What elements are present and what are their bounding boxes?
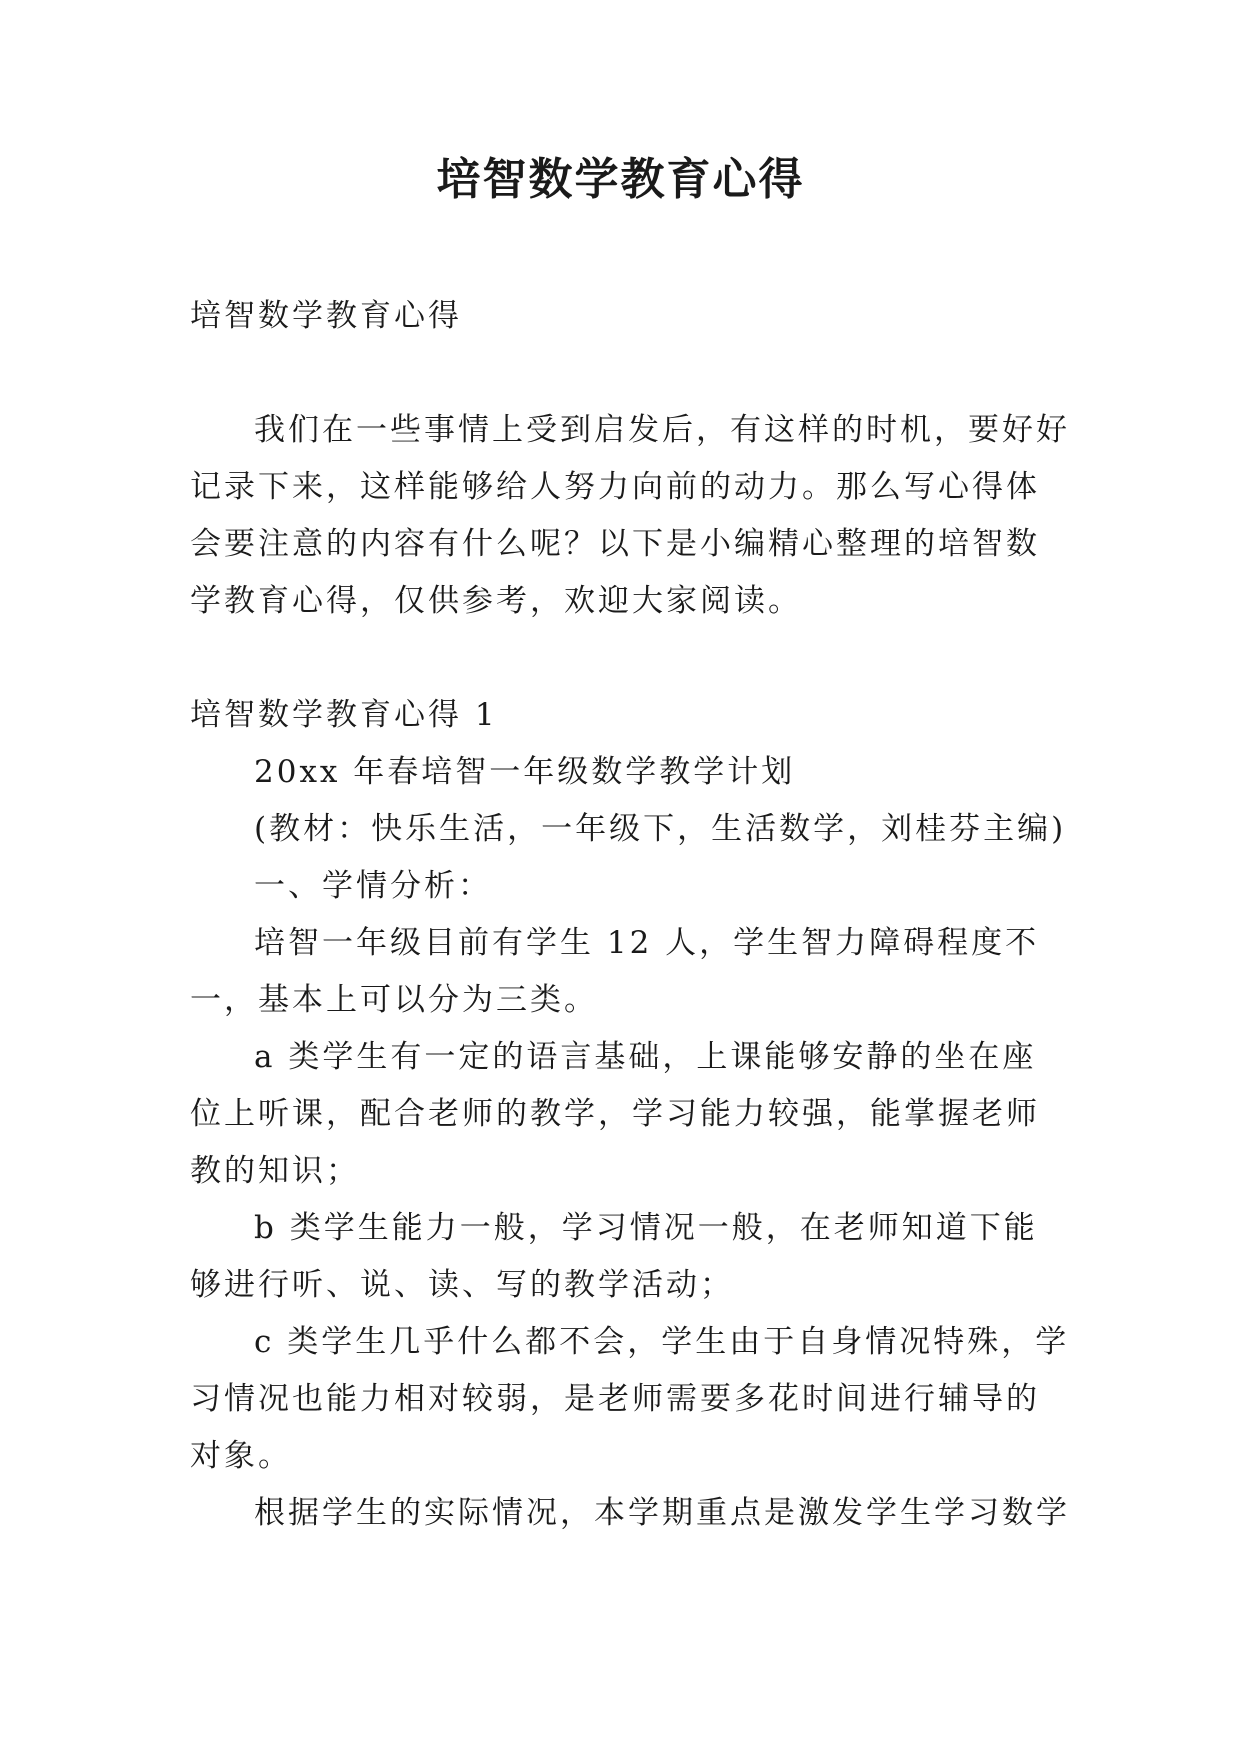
type-c-paragraph: c 类学生几乎什么都不会，学生由于自身情况特殊，学习情况也能力相对较弱，是老师需要多花时间进行辅导的对象。	[190, 1324, 1070, 1474]
type-b-paragraph: b 类学生能力一般，学习情况一般，在老师知道下能够进行听、说、读、写的教学活动；	[190, 1210, 1038, 1303]
plan-title: 20xx 年春培智一年级数学教学计划	[254, 754, 796, 790]
document-title: 培智数学教育心得	[436, 154, 805, 205]
analysis-heading: 一、学情分析：	[254, 868, 492, 904]
type-a-paragraph: a 类学生有一定的语言基础，上课能够安静的坐在座位上听课，配合老师的教学，学习能力较强，能掌握老师教的知识；	[190, 1039, 1040, 1189]
section-heading: 培智数学教育心得 1	[190, 697, 498, 733]
intro-paragraph: 我们在一些事情上受到启发后，有这样的时机，要好好记录下来，这样能够给人努力向前的动力。那么写心得体会要注意的内容有什么呢？以下是小编精心整理的培智数学教育心得，仅供参考，欢迎大家阅读。	[190, 412, 1070, 619]
document-subtitle: 培智数学教育心得	[190, 298, 462, 334]
document-body	[190, 288, 1070, 1542]
textbook-note: (教材：快乐生活，一年级下，生活数学，刘桂芬主编)	[254, 811, 1067, 847]
analysis-intro-paragraph: 培智一年级目前有学生 12 人，学生智力障碍程度不一，基本上可以分为三类。	[190, 925, 1040, 1018]
conclusion-paragraph: 根据学生的实际情况，本学期重点是激发学生学习数学	[254, 1495, 1070, 1531]
